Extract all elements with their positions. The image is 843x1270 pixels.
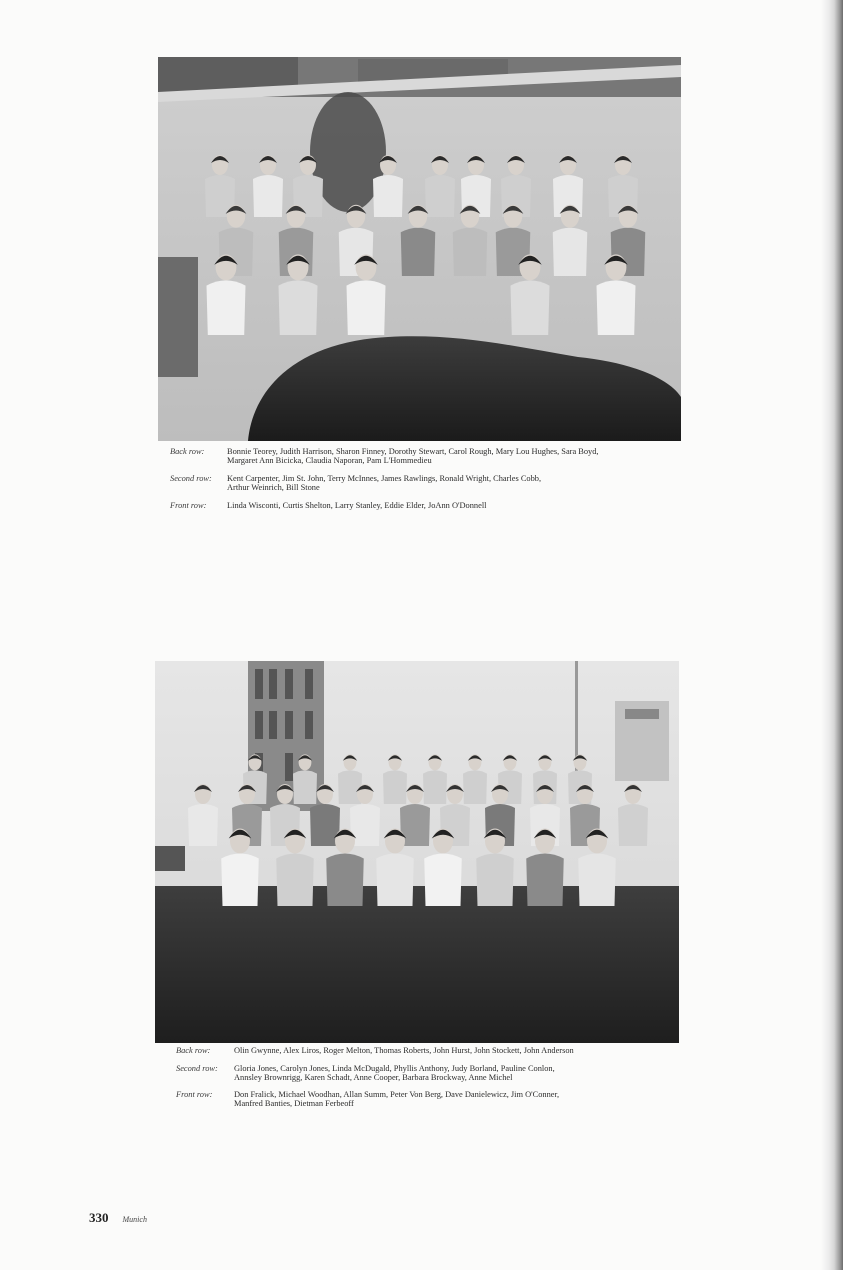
group-photo-2 <box>155 661 679 1043</box>
row-label: Second row: <box>176 1064 218 1073</box>
row-label: Second row: <box>170 474 212 483</box>
group-photo-1 <box>158 57 681 441</box>
row-label: Back row: <box>176 1046 211 1055</box>
names-line: Olin Gwynne, Alex Liros, Roger Melton, Thomas Roberts, John Hurst, John Stockett, John Anderson <box>234 1046 574 1055</box>
page-binding-edge <box>821 0 843 1270</box>
photo-1-caption <box>170 447 690 517</box>
names-line: Manfred Banties, Dietman Ferbeoff <box>234 1099 354 1108</box>
row-label: Front row: <box>170 501 207 510</box>
names-line: Gloria Jones, Carolyn Jones, Linda McDugald, Phyllis Anthony, Judy Borland, Pauline Conlon, <box>234 1064 555 1073</box>
names-line: Arthur Weinrich, Bill Stone <box>227 483 320 492</box>
names-line: Linda Wisconti, Curtis Shelton, Larry Stanley, Eddie Elder, JoAnn O'Donnell <box>227 501 487 510</box>
page-footer <box>89 1209 147 1227</box>
names-line: Bonnie Teorey, Judith Harrison, Sharon Finney, Dorothy Stewart, Carol Rough, Mary Lou Hughes, Sara Boyd, <box>227 447 599 456</box>
page-number: 330 <box>89 1210 109 1225</box>
names-line: Annsley Brownrigg, Karen Schadt, Anne Cooper, Barbara Brockway, Anne Michel <box>234 1073 513 1082</box>
row-label: Back row: <box>170 447 205 456</box>
running-head: Munich <box>122 1215 147 1224</box>
photo-2-caption <box>176 1046 676 1116</box>
names-line: Margaret Ann Bicicka, Claudia Naporan, Pam L'Hommedieu <box>227 456 432 465</box>
names-line: Kent Carpenter, Jim St. John, Terry McInnes, James Rawlings, Ronald Wright, Charles Cobb, <box>227 474 542 483</box>
names-line: Don Fralick, Michael Woodhan, Allan Summ, Peter Von Berg, Dave Danielewicz, Jim O'Conner, <box>234 1090 560 1099</box>
row-label: Front row: <box>176 1090 213 1099</box>
